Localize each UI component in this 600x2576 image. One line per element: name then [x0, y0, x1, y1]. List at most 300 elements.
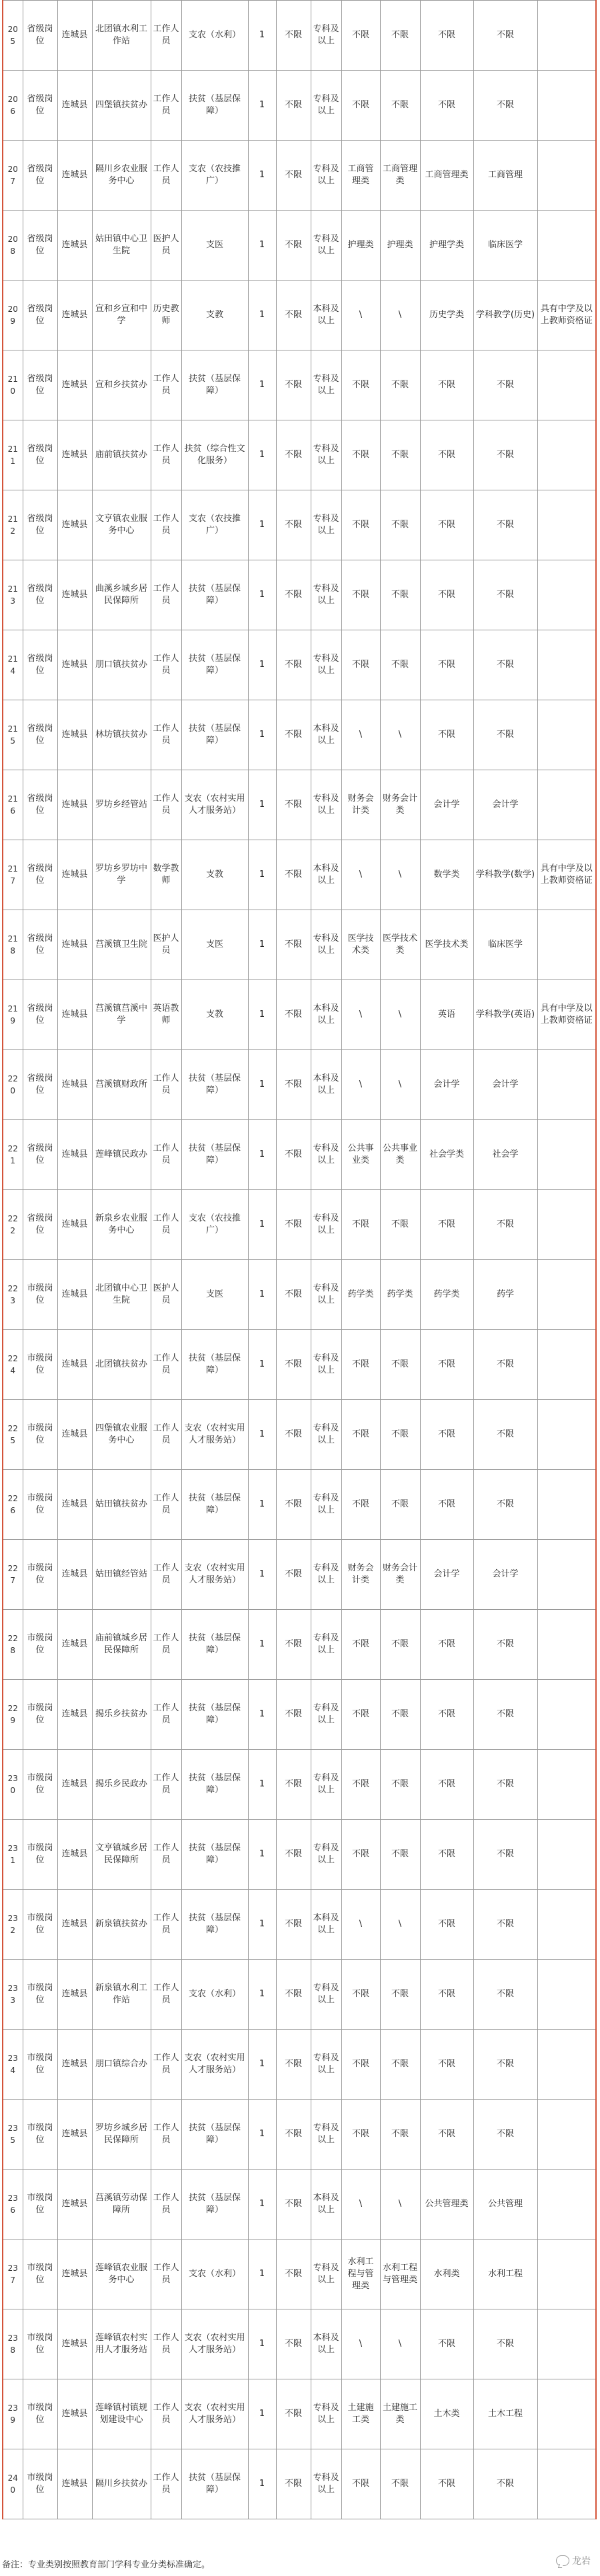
- table-row: [3, 141, 596, 211]
- cell-education: 本科及以上: [311, 980, 341, 1050]
- cell-row-number: 210: [3, 350, 23, 420]
- cell-position: 工作人员: [151, 71, 181, 141]
- cell-post-level: 省级岗位: [23, 71, 57, 141]
- footnote: 备注：专业类别按照教育部门学科专业分类标准确定。: [2, 2560, 211, 2570]
- cell-post-level: 省级岗位: [23, 420, 57, 490]
- cell-major-master: 不限: [473, 490, 537, 560]
- cell-headcount: 1: [248, 2100, 276, 2170]
- cell-major-bachelor: 不限: [420, 420, 473, 490]
- cell-education: 专科及以上: [311, 490, 341, 560]
- cell-service-type: 扶贫（综合性文化服务）: [181, 420, 248, 490]
- cell-headcount: 1: [248, 281, 276, 350]
- cell-education: 专科及以上: [311, 1680, 341, 1750]
- cell-county: 连城县: [57, 2309, 92, 2379]
- cell-headcount: 1: [248, 700, 276, 770]
- cell-county: 连城县: [57, 2240, 92, 2309]
- cell-major-associate-alt: 不限: [380, 560, 420, 630]
- cell-county: 连城县: [57, 2100, 92, 2170]
- cell-position: 医护人员: [151, 1260, 181, 1330]
- cell-major-bachelor: 不限: [420, 2449, 473, 2519]
- cell-major-associate: 不限: [341, 2100, 380, 2170]
- cell-major-bachelor: 不限: [420, 700, 473, 770]
- cell-major-associate: 不限: [341, 1190, 380, 1260]
- cell-major-associate: 不限: [341, 2449, 380, 2519]
- cell-major-associate: 不限: [341, 560, 380, 630]
- cell-other-requirement: [537, 71, 596, 141]
- cell-row-number: 218: [3, 910, 23, 980]
- cell-service-type: 扶贫（基层保障）: [181, 1890, 248, 1960]
- cell-county: 连城县: [57, 560, 92, 630]
- cell-county: 连城县: [57, 700, 92, 770]
- cell-headcount: 1: [248, 420, 276, 490]
- cell-age-limit: 不限: [276, 840, 311, 910]
- cell-other-requirement: [537, 1610, 596, 1680]
- cell-row-number: 226: [3, 1470, 23, 1540]
- cell-age-limit: 不限: [276, 350, 311, 420]
- cell-major-associate-alt: 不限: [380, 2449, 420, 2519]
- table-row: [3, 1330, 596, 1400]
- cell-major-bachelor: 会计学: [420, 770, 473, 840]
- cell-major-bachelor: 水利类: [420, 2240, 473, 2309]
- cell-employer: 新泉镇扶贫办: [92, 1890, 151, 1960]
- table-row: [3, 490, 596, 560]
- cell-major-master: 不限: [473, 1960, 537, 2030]
- cell-employer: 莲峰镇民政办: [92, 1120, 151, 1190]
- cell-employer: 揭乐乡扶贫办: [92, 1680, 151, 1750]
- cell-other-requirement: [537, 1330, 596, 1400]
- cell-age-limit: 不限: [276, 1610, 311, 1680]
- cell-other-requirement: [537, 700, 596, 770]
- table-row: [3, 420, 596, 490]
- cell-major-associate-alt: 财务会计类: [380, 770, 420, 840]
- cell-other-requirement: 具有中学及以上教师资格证: [537, 281, 596, 350]
- cell-major-master: 不限: [473, 2030, 537, 2100]
- cell-row-number: 208: [3, 211, 23, 281]
- cell-major-bachelor: 不限: [420, 1680, 473, 1750]
- cell-age-limit: 不限: [276, 211, 311, 281]
- cell-position: 英语教师: [151, 980, 181, 1050]
- cell-age-limit: 不限: [276, 2170, 311, 2240]
- cell-position: 工作人员: [151, 1820, 181, 1890]
- cell-employer: 新泉乡农业服务中心: [92, 1190, 151, 1260]
- cell-row-number: 238: [3, 2309, 23, 2379]
- cell-position: 工作人员: [151, 1190, 181, 1260]
- cell-education: 专科及以上: [311, 1330, 341, 1400]
- cell-service-type: 支农（农村实用人才服务站）: [181, 770, 248, 840]
- cell-major-bachelor: 不限: [420, 1960, 473, 2030]
- cell-post-level: 市级岗位: [23, 1750, 57, 1820]
- cell-age-limit: 不限: [276, 2100, 311, 2170]
- cell-row-number: 215: [3, 700, 23, 770]
- table-row: [3, 71, 596, 141]
- cell-major-associate-alt: 工商管理类: [380, 141, 420, 211]
- cell-major-master: 不限: [473, 630, 537, 700]
- cell-age-limit: 不限: [276, 980, 311, 1050]
- cell-major-associate: \: [341, 2309, 380, 2379]
- cell-education: 专科及以上: [311, 1820, 341, 1890]
- cell-employer: 四堡镇农业服务中心: [92, 1400, 151, 1470]
- cell-education: 本科及以上: [311, 281, 341, 350]
- cell-employer: 文亨镇农业服务中心: [92, 490, 151, 560]
- cell-row-number: 209: [3, 281, 23, 350]
- table-row: [3, 1820, 596, 1890]
- cell-row-number: 231: [3, 1820, 23, 1890]
- cell-post-level: 省级岗位: [23, 840, 57, 910]
- cell-employer: 朋口镇扶贫办: [92, 630, 151, 700]
- cell-headcount: 1: [248, 2309, 276, 2379]
- cell-other-requirement: [537, 350, 596, 420]
- cell-major-master: 不限: [473, 1, 537, 71]
- cell-education: 专科及以上: [311, 2100, 341, 2170]
- cell-county: 连城县: [57, 2170, 92, 2240]
- cell-age-limit: 不限: [276, 1540, 311, 1610]
- cell-position: 工作人员: [151, 1, 181, 71]
- cell-employer: 莒溪镇财政所: [92, 1050, 151, 1120]
- cell-row-number: 205: [3, 1, 23, 71]
- cell-major-associate-alt: 不限: [380, 1960, 420, 2030]
- cell-post-level: 省级岗位: [23, 141, 57, 211]
- cell-other-requirement: [537, 1190, 596, 1260]
- cell-post-level: 市级岗位: [23, 1260, 57, 1330]
- cell-major-bachelor: 不限: [420, 2100, 473, 2170]
- cell-county: 连城县: [57, 1190, 92, 1260]
- cell-headcount: 1: [248, 2240, 276, 2309]
- cell-major-associate-alt: 不限: [380, 630, 420, 700]
- cell-employer: 罗坊乡经管站: [92, 770, 151, 840]
- cell-age-limit: 不限: [276, 2030, 311, 2100]
- cell-major-associate-alt: \: [380, 2170, 420, 2240]
- cell-major-master: 不限: [473, 2309, 537, 2379]
- cell-post-level: 市级岗位: [23, 1540, 57, 1610]
- cell-row-number: 214: [3, 630, 23, 700]
- cell-headcount: 1: [248, 1960, 276, 2030]
- table-row: [3, 770, 596, 840]
- cell-major-bachelor: 护理学类: [420, 211, 473, 281]
- cell-age-limit: 不限: [276, 1470, 311, 1540]
- cell-position: 医护人员: [151, 211, 181, 281]
- cell-service-type: 支医: [181, 1260, 248, 1330]
- cell-major-associate: 不限: [341, 420, 380, 490]
- cell-education: 专科及以上: [311, 560, 341, 630]
- cell-row-number: 217: [3, 840, 23, 910]
- cell-age-limit: 不限: [276, 1, 311, 71]
- cell-major-associate: 不限: [341, 1750, 380, 1820]
- cell-major-associate-alt: 不限: [380, 490, 420, 560]
- cell-major-associate: 不限: [341, 1400, 380, 1470]
- cell-county: 连城县: [57, 490, 92, 560]
- cell-headcount: 1: [248, 71, 276, 141]
- cell-major-master: 不限: [473, 2449, 537, 2519]
- cell-position: 工作人员: [151, 490, 181, 560]
- cell-age-limit: 不限: [276, 1400, 311, 1470]
- cell-education: 专科及以上: [311, 2240, 341, 2309]
- cell-position: 工作人员: [151, 1890, 181, 1960]
- cell-service-type: 扶贫（基层保障）: [181, 1820, 248, 1890]
- cell-post-level: 省级岗位: [23, 211, 57, 281]
- cell-major-master: 不限: [473, 1470, 537, 1540]
- cell-post-level: 省级岗位: [23, 1, 57, 71]
- cell-post-level: 市级岗位: [23, 2170, 57, 2240]
- cell-major-associate-alt: 不限: [380, 1680, 420, 1750]
- cell-education: 本科及以上: [311, 840, 341, 910]
- cell-major-associate-alt: \: [380, 700, 420, 770]
- cell-major-associate-alt: 不限: [380, 2100, 420, 2170]
- cell-other-requirement: [537, 2170, 596, 2240]
- cell-row-number: 206: [3, 71, 23, 141]
- cell-headcount: 1: [248, 1120, 276, 1190]
- cell-major-bachelor: 公共管理类: [420, 2170, 473, 2240]
- cell-major-associate-alt: 不限: [380, 1820, 420, 1890]
- cell-service-type: 支农（水利）: [181, 2240, 248, 2309]
- cell-headcount: 1: [248, 1750, 276, 1820]
- cell-age-limit: 不限: [276, 1190, 311, 1260]
- cell-employer: 文亨镇城乡居民保障所: [92, 1820, 151, 1890]
- cell-major-master: 不限: [473, 1820, 537, 1890]
- cell-employer: 莲峰镇农业服务中心: [92, 2240, 151, 2309]
- table-row: [3, 560, 596, 630]
- cell-employer: 庙前镇扶贫办: [92, 420, 151, 490]
- cell-major-bachelor: 医学技术类: [420, 910, 473, 980]
- table-row: [3, 1890, 596, 1960]
- cell-education: 专科及以上: [311, 211, 341, 281]
- cell-position: 工作人员: [151, 2379, 181, 2449]
- table-row: [3, 1050, 596, 1120]
- cell-major-bachelor: 不限: [420, 1750, 473, 1820]
- cell-row-number: 228: [3, 1610, 23, 1680]
- cell-age-limit: 不限: [276, 141, 311, 211]
- cell-major-associate-alt: 公共事业类: [380, 1120, 420, 1190]
- cell-other-requirement: [537, 141, 596, 211]
- cell-major-associate-alt: 药学类: [380, 1260, 420, 1330]
- cell-row-number: 222: [3, 1190, 23, 1260]
- cell-other-requirement: [537, 630, 596, 700]
- cell-county: 连城县: [57, 910, 92, 980]
- cell-headcount: 1: [248, 1330, 276, 1400]
- cell-service-type: 扶贫（基层保障）: [181, 1050, 248, 1120]
- cell-employer: 庙前镇城乡居民保障所: [92, 1610, 151, 1680]
- cell-service-type: 扶贫（基层保障）: [181, 1680, 248, 1750]
- table-row: [3, 910, 596, 980]
- cell-major-master: 不限: [473, 350, 537, 420]
- table-row: [3, 1120, 596, 1190]
- cell-major-master: 不限: [473, 700, 537, 770]
- cell-position: 工作人员: [151, 1960, 181, 2030]
- cell-major-master: 社会学: [473, 1120, 537, 1190]
- cell-education: 专科及以上: [311, 350, 341, 420]
- cell-position: 工作人员: [151, 1680, 181, 1750]
- cell-major-master: 水利工程: [473, 2240, 537, 2309]
- cell-row-number: 216: [3, 770, 23, 840]
- cell-major-associate: 土建施工类: [341, 2379, 380, 2449]
- cell-major-associate: 财务会计类: [341, 1540, 380, 1610]
- cell-county: 连城县: [57, 1610, 92, 1680]
- cell-position: 工作人员: [151, 141, 181, 211]
- table-row: [3, 350, 596, 420]
- cell-major-associate-alt: \: [380, 840, 420, 910]
- cell-other-requirement: [537, 211, 596, 281]
- cell-major-master: 土木工程: [473, 2379, 537, 2449]
- cell-major-bachelor: 会计学: [420, 1540, 473, 1610]
- cell-major-associate-alt: 不限: [380, 1190, 420, 1260]
- cell-education: 专科及以上: [311, 1540, 341, 1610]
- cell-major-master: 工商管理: [473, 141, 537, 211]
- cell-age-limit: 不限: [276, 1820, 311, 1890]
- cell-service-type: 支农（农技推广）: [181, 1190, 248, 1260]
- cell-employer: 隔川乡农业服务中心: [92, 141, 151, 211]
- cell-position: 工作人员: [151, 1470, 181, 1540]
- cell-row-number: 207: [3, 141, 23, 211]
- table-row: [3, 2240, 596, 2309]
- cell-post-level: 省级岗位: [23, 350, 57, 420]
- cell-position: 工作人员: [151, 1610, 181, 1680]
- cell-county: 连城县: [57, 71, 92, 141]
- cell-position: 工作人员: [151, 1750, 181, 1820]
- cell-major-associate-alt: 不限: [380, 71, 420, 141]
- cell-employer: 隔川乡扶贫办: [92, 2449, 151, 2519]
- cell-post-level: 省级岗位: [23, 770, 57, 840]
- cell-other-requirement: [537, 1470, 596, 1540]
- cell-age-limit: 不限: [276, 1050, 311, 1120]
- cell-major-bachelor: 不限: [420, 1400, 473, 1470]
- cell-age-limit: 不限: [276, 2240, 311, 2309]
- cell-row-number: 230: [3, 1750, 23, 1820]
- cell-education: 专科及以上: [311, 1190, 341, 1260]
- cell-major-master: 不限: [473, 1330, 537, 1400]
- cell-major-master: 会计学: [473, 1050, 537, 1120]
- cell-major-associate: \: [341, 980, 380, 1050]
- cell-post-level: 市级岗位: [23, 1470, 57, 1540]
- cell-post-level: 市级岗位: [23, 2100, 57, 2170]
- cell-row-number: 235: [3, 2100, 23, 2170]
- table-row: [3, 630, 596, 700]
- cell-age-limit: 不限: [276, 1960, 311, 2030]
- cell-employer: 莒溪镇莒溪中学: [92, 980, 151, 1050]
- table-row: [3, 1400, 596, 1470]
- cell-major-associate: 药学类: [341, 1260, 380, 1330]
- cell-other-requirement: [537, 1050, 596, 1120]
- cell-service-type: 扶贫（基层保障）: [181, 1120, 248, 1190]
- cell-age-limit: 不限: [276, 1260, 311, 1330]
- cell-other-requirement: [537, 560, 596, 630]
- cell-row-number: 232: [3, 1890, 23, 1960]
- cell-major-bachelor: 不限: [420, 1, 473, 71]
- cell-headcount: 1: [248, 141, 276, 211]
- job-table-container: [2, 0, 595, 2519]
- cell-major-associate: 不限: [341, 1470, 380, 1540]
- cell-major-master: 公共管理: [473, 2170, 537, 2240]
- cell-headcount: 1: [248, 560, 276, 630]
- cell-service-type: 支农（水利）: [181, 1, 248, 71]
- cell-major-associate: \: [341, 700, 380, 770]
- cell-row-number: 229: [3, 1680, 23, 1750]
- cell-position: 工作人员: [151, 1540, 181, 1610]
- cell-other-requirement: 具有中学及以上教师资格证: [537, 840, 596, 910]
- table-row: [3, 1, 596, 71]
- cell-post-level: 省级岗位: [23, 980, 57, 1050]
- cell-service-type: 扶贫（基层保障）: [181, 700, 248, 770]
- cell-other-requirement: [537, 2100, 596, 2170]
- cell-headcount: 1: [248, 350, 276, 420]
- cell-post-level: 市级岗位: [23, 2030, 57, 2100]
- table-row: [3, 2309, 596, 2379]
- cell-major-associate-alt: \: [380, 980, 420, 1050]
- cell-major-master: 药学: [473, 1260, 537, 1330]
- cell-service-type: 支农（农村实用人才服务站）: [181, 2030, 248, 2100]
- cell-major-bachelor: 药学类: [420, 1260, 473, 1330]
- cell-position: 工作人员: [151, 2309, 181, 2379]
- cell-major-associate-alt: \: [380, 2309, 420, 2379]
- cell-major-master: 不限: [473, 1190, 537, 1260]
- cell-other-requirement: [537, 1540, 596, 1610]
- cell-post-level: 省级岗位: [23, 910, 57, 980]
- cell-major-associate-alt: 不限: [380, 420, 420, 490]
- cell-education: 专科及以上: [311, 630, 341, 700]
- cell-row-number: 213: [3, 560, 23, 630]
- cell-employer: 北团镇水利工作站: [92, 1, 151, 71]
- cell-other-requirement: [537, 1820, 596, 1890]
- table-row: [3, 2449, 596, 2519]
- cell-major-master: 不限: [473, 1400, 537, 1470]
- cell-major-bachelor: 会计学: [420, 1050, 473, 1120]
- cell-service-type: 支农（农技推广）: [181, 141, 248, 211]
- cell-county: 连城县: [57, 350, 92, 420]
- cell-major-bachelor: 不限: [420, 490, 473, 560]
- cell-post-level: 省级岗位: [23, 281, 57, 350]
- cell-major-associate: \: [341, 281, 380, 350]
- table-row: [3, 1960, 596, 2030]
- cell-major-master: 会计学: [473, 1540, 537, 1610]
- cell-major-bachelor: 不限: [420, 2309, 473, 2379]
- cell-major-bachelor: 不限: [420, 630, 473, 700]
- cell-major-master: 不限: [473, 420, 537, 490]
- cell-employer: 姑田镇经管站: [92, 1540, 151, 1610]
- cell-service-type: 支农（农村实用人才服务站）: [181, 1400, 248, 1470]
- cell-age-limit: 不限: [276, 490, 311, 560]
- cell-major-master: 不限: [473, 1610, 537, 1680]
- cell-row-number: 237: [3, 2240, 23, 2309]
- cell-service-type: 扶贫（基层保障）: [181, 560, 248, 630]
- cell-headcount: 1: [248, 1820, 276, 1890]
- cell-major-associate: 不限: [341, 490, 380, 560]
- cell-employer: 莲峰镇农村实用人才服务站: [92, 2309, 151, 2379]
- cell-row-number: 234: [3, 2030, 23, 2100]
- cell-major-associate: 水利工程与管理类: [341, 2240, 380, 2309]
- cell-county: 连城县: [57, 2449, 92, 2519]
- cell-row-number: 220: [3, 1050, 23, 1120]
- cell-headcount: 1: [248, 1190, 276, 1260]
- cell-age-limit: 不限: [276, 2379, 311, 2449]
- cell-headcount: 1: [248, 1, 276, 71]
- cell-post-level: 省级岗位: [23, 1120, 57, 1190]
- cell-position: 医护人员: [151, 910, 181, 980]
- cell-major-bachelor: 不限: [420, 2030, 473, 2100]
- cell-major-bachelor: 不限: [420, 350, 473, 420]
- cell-headcount: 1: [248, 2030, 276, 2100]
- cell-position: 工作人员: [151, 2449, 181, 2519]
- cell-education: 专科及以上: [311, 1610, 341, 1680]
- cell-service-type: 支农（水利）: [181, 1960, 248, 2030]
- cell-row-number: 212: [3, 490, 23, 560]
- cell-row-number: 236: [3, 2170, 23, 2240]
- cell-other-requirement: [537, 490, 596, 560]
- cell-other-requirement: [537, 1400, 596, 1470]
- job-table-body: [3, 1, 596, 2519]
- cell-county: 连城县: [57, 1890, 92, 1960]
- cell-county: 连城县: [57, 1540, 92, 1610]
- job-table: [2, 0, 597, 2519]
- cell-row-number: 227: [3, 1540, 23, 1610]
- cell-county: 连城县: [57, 1330, 92, 1400]
